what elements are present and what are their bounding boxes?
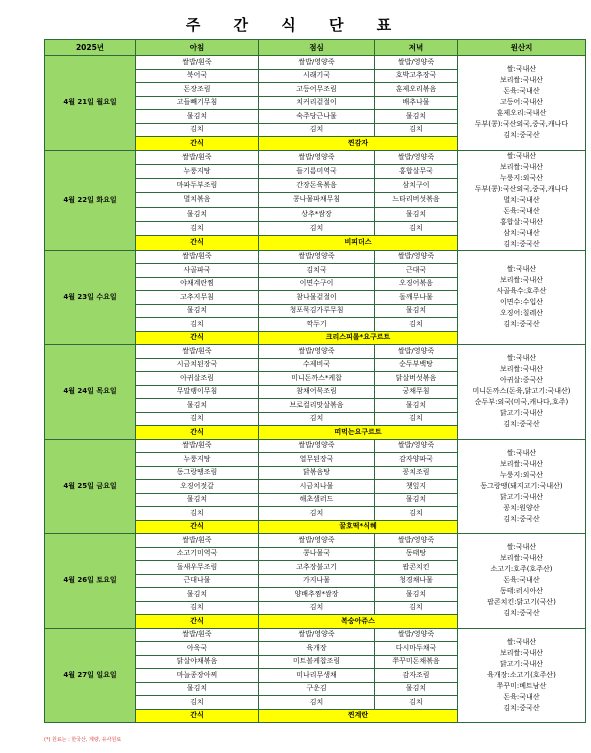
lunch-item: 콩나물국 <box>259 547 375 561</box>
dinner-item: 근대국 <box>375 264 458 278</box>
origin-line: 두부(콩):국산외국,중국,캐나다 <box>474 184 569 193</box>
day-date: 4월 26일 토요일 <box>45 534 136 629</box>
breakfast-item: 쌀밥/흰죽 <box>136 628 259 642</box>
origin-line: 쌀:국내산 <box>506 265 537 274</box>
origin-info <box>458 628 586 723</box>
lunch-item: 참채어묵조림 <box>259 385 375 399</box>
origin-line: 보리쌀:국내산 <box>500 648 543 657</box>
breakfast-item: 쌀밥/흰죽 <box>136 345 259 359</box>
origin-line: 김치:중국산 <box>503 131 540 140</box>
dinner-item: 돌깨무나물 <box>375 291 458 305</box>
lunch-item: 쌀밥/영양죽 <box>259 250 375 264</box>
dinner-item: 쌀밥/영양죽 <box>375 534 458 548</box>
header-row <box>45 40 586 56</box>
dinner-item: 쌀밥/영양죽 <box>375 250 458 264</box>
day-date: 4월 27일 일요일 <box>45 628 136 723</box>
lunch-item: 시래기국 <box>259 69 375 83</box>
lunch-item: 미트볼케찹조림 <box>259 655 375 669</box>
lunch-item: 참나물겉절이 <box>259 291 375 305</box>
breakfast-item: 고들빼기무침 <box>136 96 259 110</box>
lunch-item: 열무된장국 <box>259 453 375 467</box>
snack-item: 떠먹는요구르트 <box>259 426 458 440</box>
origin-info <box>458 439 586 534</box>
dinner-item: 배추나물 <box>375 96 458 110</box>
dinner-item: 삼치구이 <box>375 179 458 193</box>
breakfast-item: 마늘종장아찌 <box>136 669 259 683</box>
breakfast-item: 김치 <box>136 507 259 521</box>
lunch-item: 들기름미역국 <box>259 164 375 178</box>
origin-line: 고등어:국내산 <box>500 98 543 107</box>
dinner-item: 감자양파국 <box>375 453 458 467</box>
origin-line: 보리쌀:국내산 <box>500 365 543 374</box>
lunch-item: 김치국 <box>259 264 375 278</box>
origin-line: 돈육:국내산 <box>503 206 540 215</box>
dinner-item: 꽁치조림 <box>375 466 458 480</box>
dinner-item: 물김치 <box>375 304 458 318</box>
origin-line: 아귀살:중국산 <box>500 376 543 385</box>
meal-row <box>45 628 586 642</box>
lunch-item: 쌀밥/영양죽 <box>259 56 375 70</box>
dinner-item: 물김치 <box>375 493 458 507</box>
dinner-item: 쌀밥/영양죽 <box>375 439 458 453</box>
origin-line: 쭈꾸미:베트남산 <box>496 681 547 690</box>
lunch-item: 수제비국 <box>259 358 375 372</box>
lunch-item: 미니돈까스*케찹 <box>259 372 375 386</box>
snack-label: 간식 <box>136 137 259 151</box>
header-dinner: 저녁 <box>375 40 458 56</box>
dinner-item: 물김치 <box>375 207 458 221</box>
origin-info <box>458 534 586 629</box>
lunch-item: 구운김 <box>259 682 375 696</box>
dinner-item: 김치 <box>375 601 458 615</box>
day-date: 4월 24일 목요일 <box>45 345 136 440</box>
header-lunch: 점심 <box>259 40 375 56</box>
lunch-item: 쌀밥/영양죽 <box>259 150 375 164</box>
origin-line: 순두부:외국(미국,캐나다,호주) <box>474 398 569 407</box>
breakfast-item: 물김치 <box>136 588 259 602</box>
lunch-item: 닭볶음탕 <box>259 466 375 480</box>
breakfast-item: 김치 <box>136 601 259 615</box>
origin-info <box>458 250 586 345</box>
breakfast-item: 오징어젓갈 <box>136 480 259 494</box>
lunch-item: 청포묵김가루무침 <box>259 304 375 318</box>
dinner-item: 김치 <box>375 318 458 332</box>
origin-line: 누룽지:외국산 <box>500 470 543 479</box>
origin-line: 오징어:칠레산 <box>500 309 543 318</box>
breakfast-item: 소고기미역국 <box>136 547 259 561</box>
dinner-item: 오징어볶음 <box>375 277 458 291</box>
origin-line: 보리쌀:국내산 <box>500 162 543 171</box>
day-date: 4월 21일 월요일 <box>45 56 136 151</box>
origin-line: 돈육:국내산 <box>503 576 540 585</box>
lunch-item: 해초샐러드 <box>259 493 375 507</box>
snack-item: 찐감자 <box>259 137 458 151</box>
meal-row <box>45 150 586 164</box>
breakfast-item: 동그랑땡조림 <box>136 466 259 480</box>
dinner-item: 김치 <box>375 696 458 710</box>
breakfast-item: 쌀밥/흰죽 <box>136 56 259 70</box>
origin-line: 쌀:국내산 <box>506 65 537 74</box>
dinner-item: 김치 <box>375 123 458 137</box>
lunch-item: 쌀밥/영양죽 <box>259 345 375 359</box>
origin-info <box>458 345 586 440</box>
origin-line: 김치:중국산 <box>503 514 540 523</box>
origin-line: 닭고기:국내산 <box>500 659 543 668</box>
dinner-item: 궁채무침 <box>375 385 458 399</box>
origin-line: 보리쌀:국내산 <box>500 554 543 563</box>
breakfast-item: 아귀살조림 <box>136 372 259 386</box>
breakfast-item: 누룽지탕 <box>136 164 259 178</box>
lunch-item: 가지나물 <box>259 574 375 588</box>
origin-line: 두부(콩):국산외국,중국,캐나다 <box>474 120 569 129</box>
breakfast-item: 누룽지탕 <box>136 453 259 467</box>
day-date: 4월 22일 화요일 <box>45 150 136 250</box>
dinner-item: 팝콘치킨 <box>375 561 458 575</box>
breakfast-item: 물김치 <box>136 682 259 696</box>
breakfast-item: 쌀밥/흰죽 <box>136 439 259 453</box>
breakfast-item: 아욱국 <box>136 642 259 656</box>
lunch-item: 김치 <box>259 601 375 615</box>
lunch-item: 쌀밥/영양죽 <box>259 439 375 453</box>
snack-label: 간식 <box>136 426 259 440</box>
snack-label: 간식 <box>136 615 259 629</box>
breakfast-item: 돌새우무조림 <box>136 561 259 575</box>
dinner-item: 챗잎지 <box>375 480 458 494</box>
breakfast-item: 김치 <box>136 123 259 137</box>
lunch-item: 브로컬리맛살볶음 <box>259 399 375 413</box>
origin-line: 팝콘치킨:닭고기(국산) <box>487 598 556 607</box>
snack-item: 크리스피롤*요구르트 <box>259 331 458 345</box>
breakfast-item: 물김치 <box>136 399 259 413</box>
lunch-item: 시금치나물 <box>259 480 375 494</box>
dinner-item: 다시마두채국 <box>375 642 458 656</box>
origin-line: 김치:중국산 <box>503 239 540 248</box>
dinner-item: 쌀밥/영양죽 <box>375 345 458 359</box>
breakfast-item: 김치 <box>136 412 259 426</box>
origin-line: 돈육:국내산 <box>503 87 540 96</box>
lunch-item: 김치 <box>259 123 375 137</box>
day-date: 4월 23일 수요일 <box>45 250 136 345</box>
dinner-item: 감자조림 <box>375 669 458 683</box>
dinner-item: 동태탕 <box>375 547 458 561</box>
lunch-item: 김치 <box>259 507 375 521</box>
breakfast-item: 김치 <box>136 318 259 332</box>
origin-line: 김치:중국산 <box>503 703 540 712</box>
origin-info <box>458 56 586 151</box>
dinner-item: 김치 <box>375 221 458 235</box>
dinner-item: 김치 <box>375 507 458 521</box>
dinner-item: 쌀밥/영양죽 <box>375 56 458 70</box>
origin-line: 쌀:국내산 <box>506 354 537 363</box>
meal-row <box>45 345 586 359</box>
meal-row <box>45 56 586 70</box>
origin-line: 보리쌀:국내산 <box>500 76 543 85</box>
snack-item: 찐계란 <box>259 709 458 723</box>
breakfast-item: 김치 <box>136 696 259 710</box>
origin-line: 멸치:국내산 <box>503 195 540 204</box>
origin-line: 김치:중국산 <box>503 609 540 618</box>
origin-line: 소고기:호주(호주산) <box>490 565 553 574</box>
lunch-item: 김치 <box>259 412 375 426</box>
breakfast-item: 근대나물 <box>136 574 259 588</box>
origin-line: 돈육:국내산 <box>503 692 540 701</box>
lunch-item: 육개장 <box>259 642 375 656</box>
lunch-item: 고등어무조림 <box>259 83 375 97</box>
origin-line: 이면수:수입산 <box>500 298 543 307</box>
snack-label: 간식 <box>136 331 259 345</box>
header-year: 2025년 <box>45 40 136 56</box>
breakfast-item: 멸치볶음 <box>136 193 259 207</box>
header-origin: 원산지 <box>458 40 586 56</box>
breakfast-item: 마파두부조림 <box>136 179 259 193</box>
menu-body <box>45 56 586 723</box>
dinner-item: 물김치 <box>375 399 458 413</box>
origin-line: 쌀:국내산 <box>506 448 537 457</box>
dinner-item: 홍합살무국 <box>375 164 458 178</box>
origin-line: 쌀:국내산 <box>506 151 537 160</box>
breakfast-item: 무말랭이무침 <box>136 385 259 399</box>
breakfast-item: 물김치 <box>136 304 259 318</box>
lunch-item: 숙주당근나물 <box>259 110 375 124</box>
breakfast-item: 시금치된장국 <box>136 358 259 372</box>
meal-row <box>45 250 586 264</box>
origin-line: 보리쌀:국내산 <box>500 459 543 468</box>
lunch-item: 김치 <box>259 221 375 235</box>
origin-line: 쌀:국내산 <box>506 637 537 646</box>
dinner-item: 닭살버섯볶음 <box>375 372 458 386</box>
dinner-item: 쌀밥/영양죽 <box>375 628 458 642</box>
breakfast-item: 고추지무침 <box>136 291 259 305</box>
dinner-item: 물김치 <box>375 588 458 602</box>
origin-info <box>458 150 586 250</box>
origin-line: 쌀:국내산 <box>506 543 537 552</box>
breakfast-item: 김치 <box>136 221 259 235</box>
origin-line: 누룽지:외국산 <box>500 173 543 182</box>
snack-label: 간식 <box>136 520 259 534</box>
dinner-item: 김치 <box>375 412 458 426</box>
header-breakfast: 아침 <box>136 40 259 56</box>
meal-row <box>45 534 586 548</box>
lunch-item: 고추장불고기 <box>259 561 375 575</box>
dinner-item: 쭈꾸미돈채볶음 <box>375 655 458 669</box>
origin-line: 육개장:소고기(호주산) <box>487 670 556 679</box>
breakfast-item: 야채계란찜 <box>136 277 259 291</box>
meal-row <box>45 439 586 453</box>
dinner-item: 쌀밥/영양죽 <box>375 150 458 164</box>
origin-line: 동그랑땡(돼지고기:국내산) <box>480 481 563 490</box>
snack-item: 복숭아쥬스 <box>259 615 458 629</box>
breakfast-item: 쌀밥/흰죽 <box>136 534 259 548</box>
origin-line: 닭고기:국내산 <box>500 492 543 501</box>
snack-item: 비피더스 <box>259 236 458 250</box>
origin-line: 홍합살:국내산 <box>500 217 543 226</box>
breakfast-item: 물김치 <box>136 493 259 507</box>
snack-item: 꿀호떡*식혜 <box>259 520 458 534</box>
dinner-item: 물김치 <box>375 110 458 124</box>
breakfast-item: 북어국 <box>136 69 259 83</box>
breakfast-item: 돈장조림 <box>136 83 259 97</box>
lunch-item: 상추*쌈장 <box>259 207 375 221</box>
footnote: (*) 원료는 : 한국산, 계량, 유사원료 <box>44 737 122 743</box>
breakfast-item: 쌀밥/흰죽 <box>136 250 259 264</box>
origin-line: 미니돈까스(돈육,닭고기:국내산) <box>472 387 571 396</box>
day-date: 4월 25일 금요일 <box>45 439 136 534</box>
origin-line: 삼치:국내산 <box>503 228 540 237</box>
breakfast-item: 물김치 <box>136 110 259 124</box>
origin-line: 훈제오리:국내산 <box>496 109 547 118</box>
lunch-item: 치커리겉절이 <box>259 96 375 110</box>
lunch-item: 쌀밥/영양죽 <box>259 534 375 548</box>
dinner-item: 훈제오리볶음 <box>375 83 458 97</box>
lunch-item: 양배추찜*쌈장 <box>259 588 375 602</box>
page-title: 주 간 식 단 표 <box>185 16 406 34</box>
weekly-menu-table <box>44 39 586 723</box>
origin-line: 동태:러시아산 <box>500 587 543 596</box>
origin-line: 김치:중국산 <box>503 420 540 429</box>
origin-line: 닭고기:국내산 <box>500 409 543 418</box>
dinner-item: 청경채나물 <box>375 574 458 588</box>
origin-line: 김치:중국산 <box>503 320 540 329</box>
lunch-item: 쌀밥/영양죽 <box>259 628 375 642</box>
dinner-item: 호박고추장국 <box>375 69 458 83</box>
dinner-item: 느타리버섯볶음 <box>375 193 458 207</box>
lunch-item: 깍두기 <box>259 318 375 332</box>
breakfast-item: 물김치 <box>136 207 259 221</box>
breakfast-item: 닭살야채볶음 <box>136 655 259 669</box>
origin-line: 보리쌀:국내산 <box>500 276 543 285</box>
lunch-item: 간장돈육볶음 <box>259 179 375 193</box>
snack-label: 간식 <box>136 709 259 723</box>
dinner-item: 물김치 <box>375 682 458 696</box>
origin-line: 꽁치:원양산 <box>503 503 540 512</box>
dinner-item: 순두부백탕 <box>375 358 458 372</box>
snack-label: 간식 <box>136 236 259 250</box>
lunch-item: 콩나물파채무침 <box>259 193 375 207</box>
lunch-item: 미나리무생채 <box>259 669 375 683</box>
breakfast-item: 쌀밥/흰죽 <box>136 150 259 164</box>
lunch-item: 김치 <box>259 696 375 710</box>
breakfast-item: 사골파국 <box>136 264 259 278</box>
lunch-item: 이면수구이 <box>259 277 375 291</box>
origin-line: 사골육수:호주산 <box>496 287 547 296</box>
